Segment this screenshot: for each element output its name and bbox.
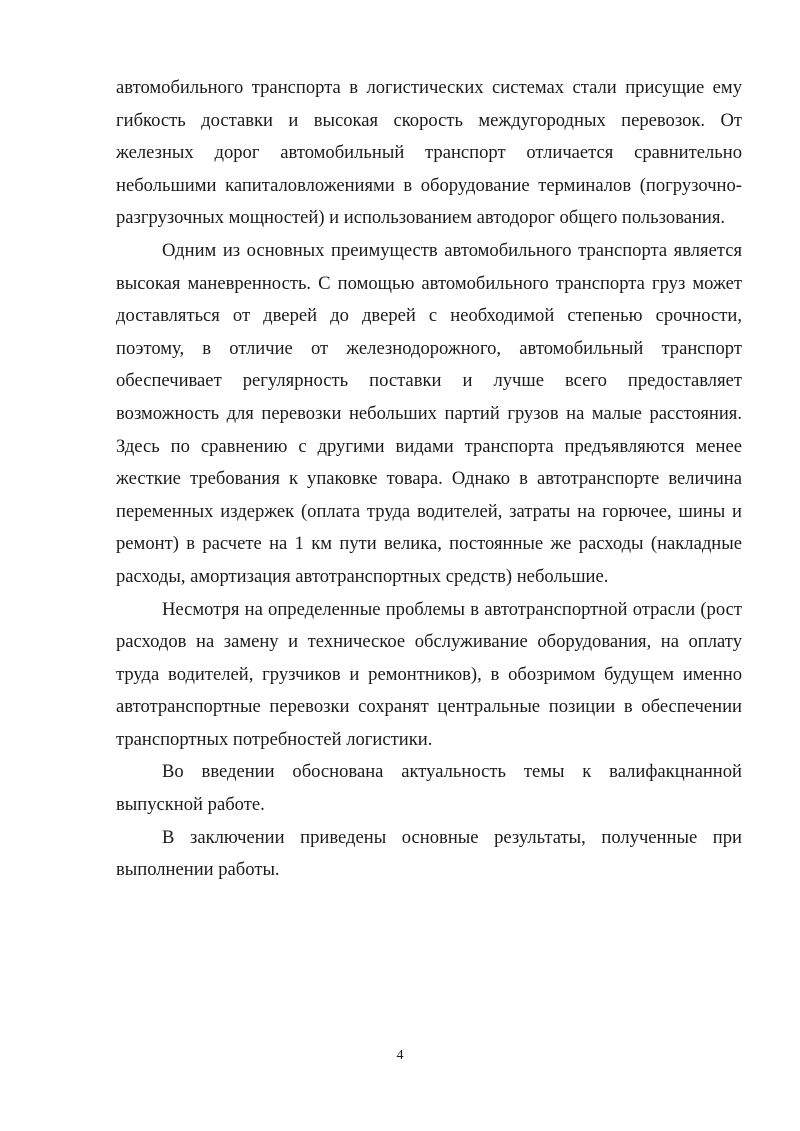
paragraph-3: Несмотря на определенные проблемы в автотранспортной отрасли (рост расходов на замену и техническое обслуживание оборудования, на оплату труда водителей, грузчиков и ремонтников), в обозримом будущем именно автотранспортные перевозки сохранят центральные позиции в обеспечении транспортных потребностей логистики. [116,598,742,750]
paragraph-2: Одним из основных преимуществ автомобильного транспорта является высокая маневренность. С помощью автомобильного транспорта груз может доставляться от дверей до дверей с необходимой степенью срочности, поэтому, в отличие от железнодорожного, автомобильный транспорт обеспечивает регулярность поставки и лучше всего предоставляет возможность для перевозки небольших партий грузов на малые расстояния. Здесь по сравнению с другими видами транспорта предъявляются менее жесткие требования к упаковке товара. Однако в автотранспорте величина переменных издержек (оплата труда водителей, затраты на горючее, шины и ремонт) в расчете на 1 км пути велика, постоянные же расходы (накладные расходы, амортизация автотранспортных средств) небольшие. [116,239,742,587]
paragraph-5: В заключении приведены основные результаты, полученные при выполнении работы. [116,826,742,881]
body-text [116,72,742,887]
paragraph-1: автомобильного транспорта в логистических системах стали присущие ему гибкость доставки и высокая скорость междугородных перевозок. От железных дорог автомобильный транспорт отличается сравнительно небольшими капиталовложениями в оборудование терминалов (погрузочно-разгрузочных мощностей) и использованием автодорог общего пользования. [116,77,742,229]
page-number: 4 [396,1048,404,1063]
paragraph-4: Во введении обоснована актуальность темы к валифакцнанной выпускной работе. [116,761,742,816]
